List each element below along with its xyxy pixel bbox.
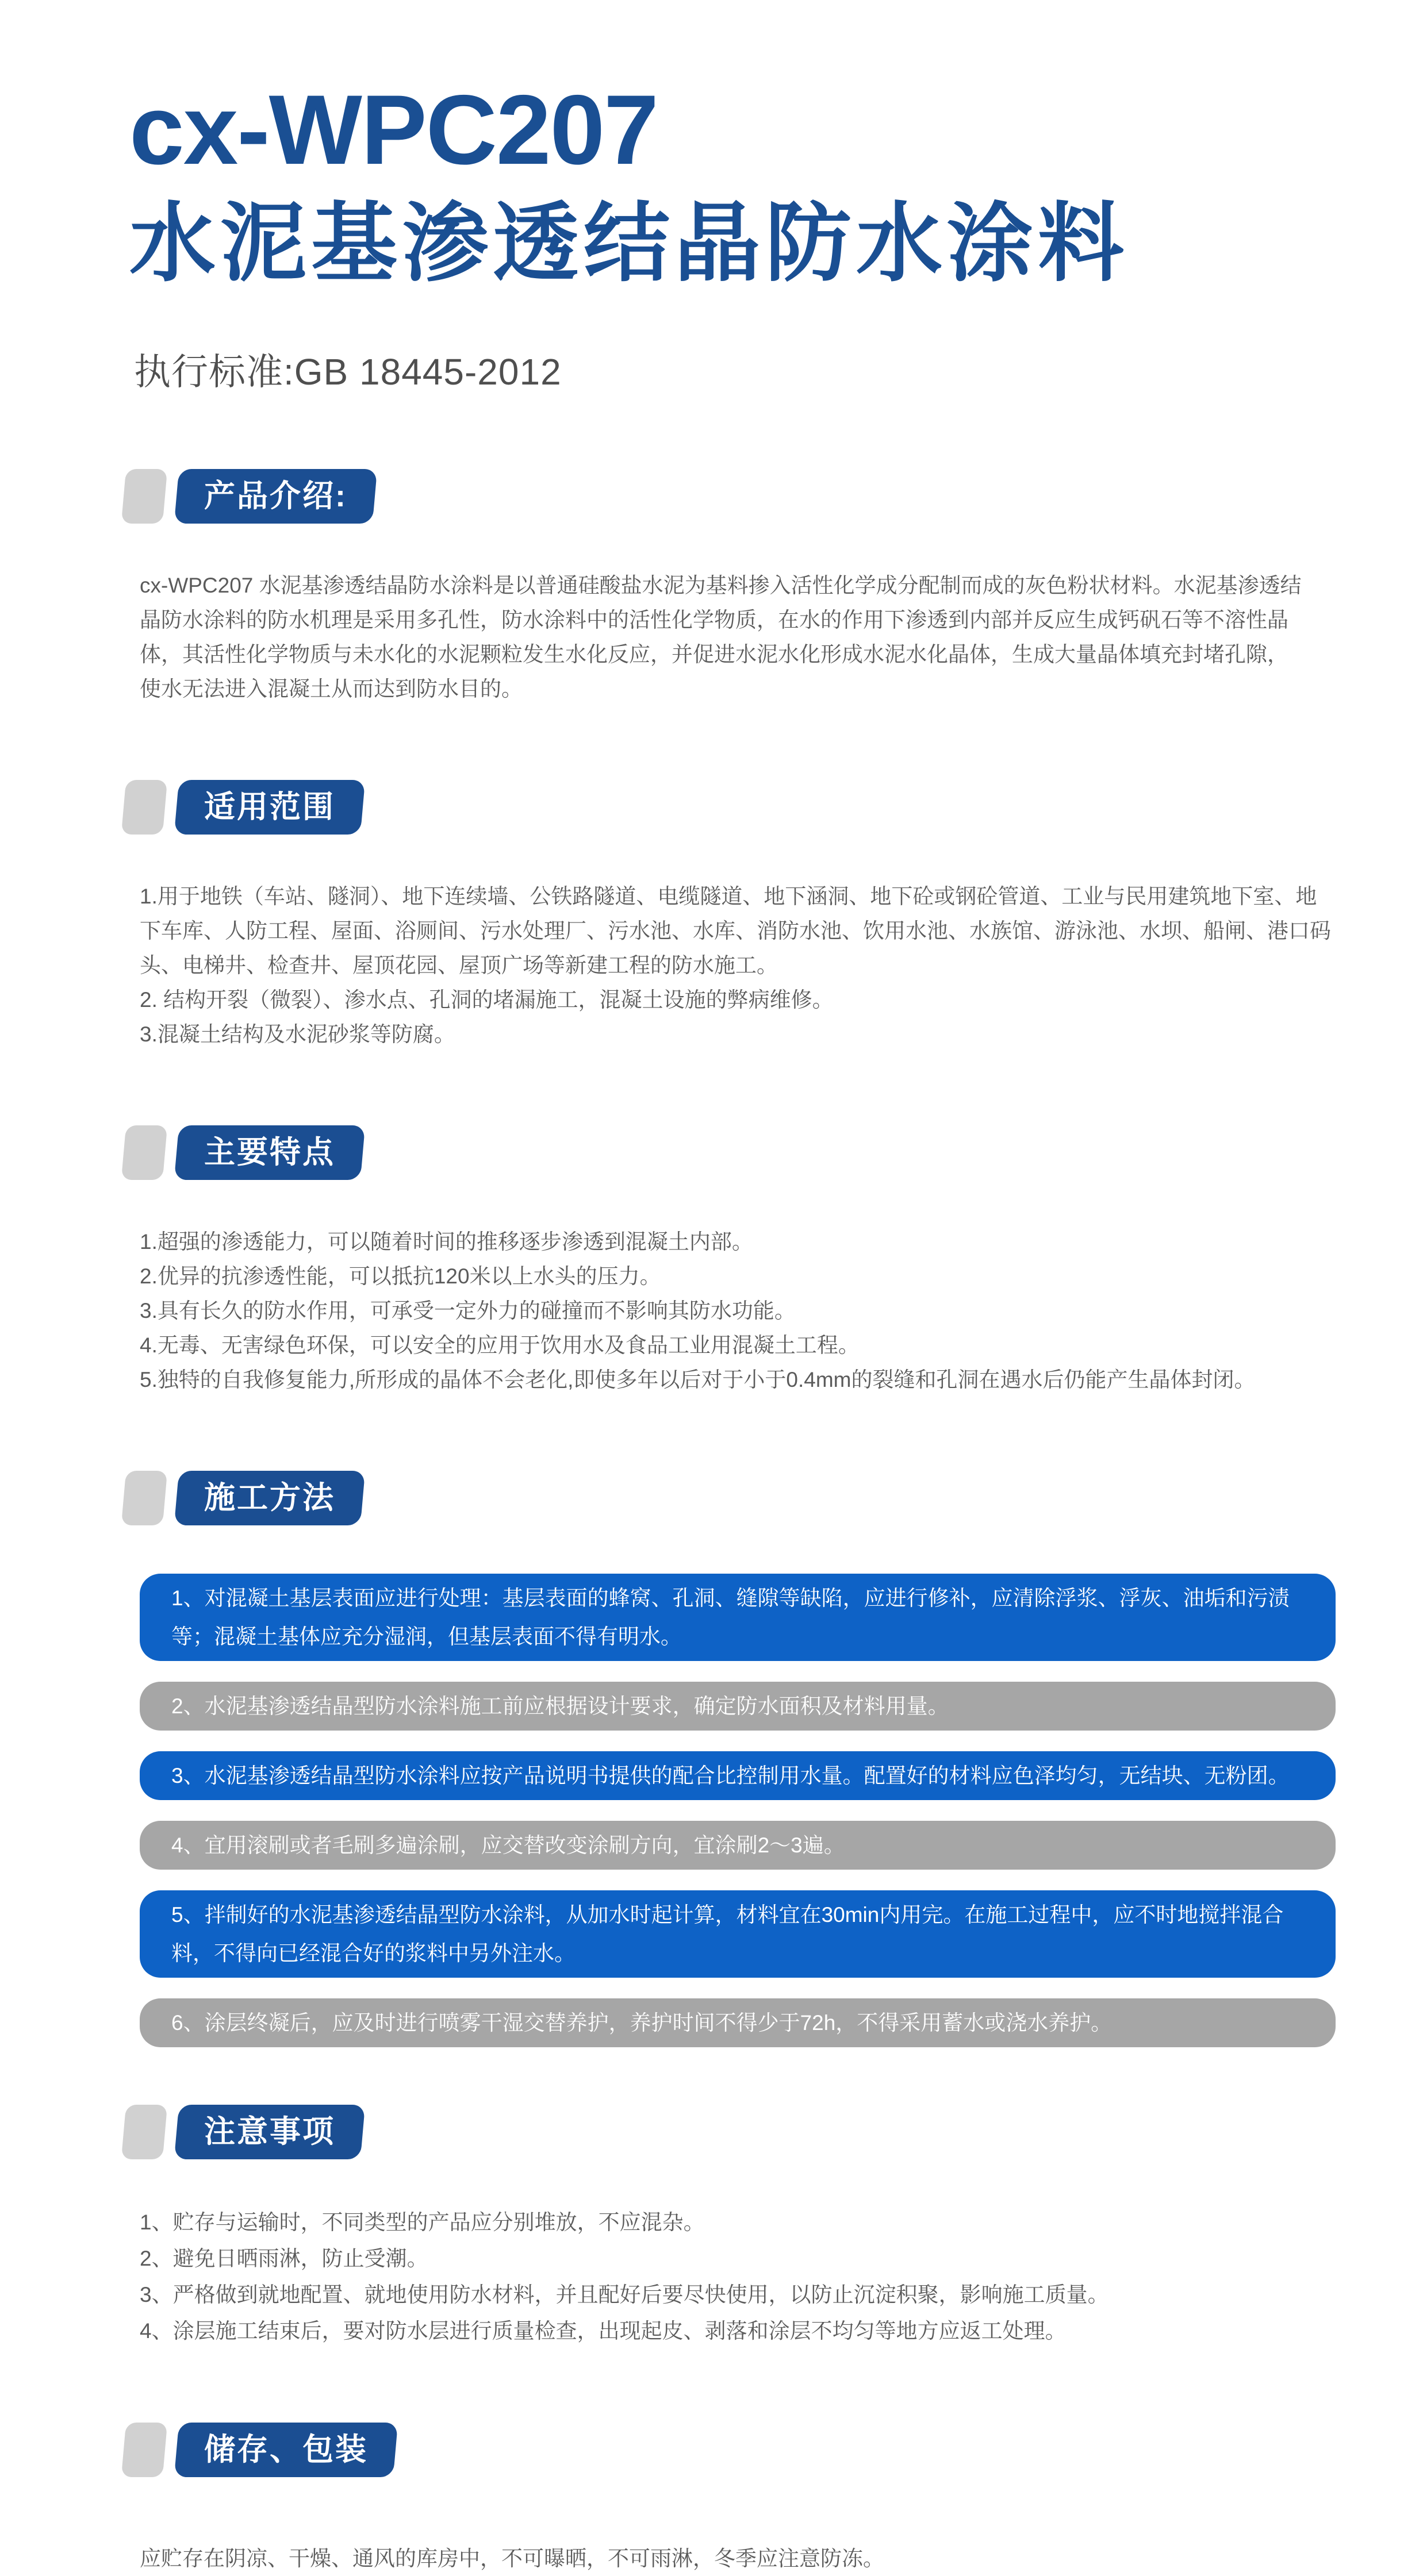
section-badge-intro-label: 产品介绍: <box>204 479 347 513</box>
scope-item-1: 1.用于地铁（车站、隧洞）、地下连续墙、公铁路隧道、电缆隧道、地下涵洞、地下砼或钢砼管道、工业与民用建筑地下室、地下车库、人防工程、屋面、浴厕间、污水处理厂、污水池、水库、消防水池、饮用水池、水族馆、游泳池、水坝、船闸、港口码头、电梯井、检查井、屋顶花园、屋顶广场等新建工程的防水施工。 <box>140 885 1331 977</box>
section-header-storage <box>124 2423 1329 2477</box>
section-header-notes <box>124 2105 1329 2159</box>
section-header-features <box>124 1125 1329 1180</box>
features-list <box>140 1225 1336 1397</box>
section-badge-notes <box>174 2105 365 2159</box>
feature-item-5: 5.独特的自我修复能力,所形成的晶体不会老化,即使多年以后对于小于0.4mm的裂缝和孔洞在遇水后仍能产生晶体封闭。 <box>140 1368 1256 1391</box>
method-step-6: 6、涂层终凝后，应及时进行喷雾干湿交替养护，养护时间不得少于72h，不得采用蓄水或浇水养护。 <box>140 1998 1336 2047</box>
note-item-3: 3、严格做到就地配置、就地使用防水材料，并且配好后要尽快使用，以防止沉淀积聚，影响施工质量。 <box>140 2283 1109 2306</box>
execution-standard: 执行标准:GB 18445-2012 <box>134 351 562 393</box>
method-step-5: 5、拌制好的水泥基渗透结晶型防水涂料，从加水时起计算，材料宜在30min内用完。在施工过程中，应不时地搅拌混合料，不得向已经混合好的浆料中另外注水。 <box>140 1890 1336 1978</box>
feature-item-4: 4.无毒、无害绿色环保，可以安全的应用于饮用水及食品工业用混凝土工程。 <box>140 1333 860 1357</box>
section-badge-features-label: 主要特点 <box>204 1135 335 1170</box>
gray-tile-decoration <box>121 780 167 835</box>
note-item-4: 4、涂层施工结束后，要对防水层进行质量检查，出现起皮、剥落和涂层不均匀等地方应返工处理。 <box>140 2319 1067 2343</box>
gray-tile-decoration <box>121 1471 167 1525</box>
section-header-method <box>124 1471 1329 1525</box>
section-badge-method <box>174 1471 365 1525</box>
gray-tile-decoration <box>121 1125 167 1180</box>
product-name-title: 水泥基渗透结晶防水涂料 <box>129 195 1129 291</box>
section-badge-intro <box>174 469 377 524</box>
method-step-2: 2、水泥基渗透结晶型防水涂料施工前应根据设计要求，确定防水面积及材料用量。 <box>140 1682 1336 1731</box>
gray-tile-decoration <box>121 2105 167 2159</box>
scope-item-2: 2. 结构开裂（微裂）、渗水点、孔洞的堵漏施工，混凝土设施的弊病维修。 <box>140 988 834 1012</box>
section-badge-scope-label: 适用范围 <box>204 790 335 824</box>
gray-tile-decoration <box>121 2423 167 2477</box>
product-model-title: cx-WPC207 <box>129 75 658 185</box>
method-steps <box>140 1574 1336 2047</box>
note-item-1: 1、贮存与运输时，不同类型的产品应分别堆放，不应混杂。 <box>140 2210 705 2234</box>
feature-item-2: 2.优异的抗渗透性能，可以抵抗120米以上水头的压力。 <box>140 1264 661 1288</box>
gray-tile-decoration <box>121 469 167 524</box>
intro-paragraph: cx-WPC207 水泥基渗透结晶防水涂料是以普通硅酸盐水泥为基料掺入活性化学成分配制而成的灰色粉状材料。水泥基渗透结晶防水涂料的防水机理是采用多孔性，防水涂料中的活性化学物质，在水的作用下渗透到内部并反应生成钙矾石等不溶性晶体，其活性化学物质与未水化的水泥颗粒发生水化反应，并促进水泥水化形成水泥水化晶体，生成大量晶体填充封堵孔隙，使水无法进入混凝土从而达到防水目的。 <box>140 574 1302 701</box>
section-header-intro <box>124 469 1329 524</box>
section-badge-method-label: 施工方法 <box>204 1481 335 1515</box>
note-item-2: 2、避免日晒雨淋，防止受潮。 <box>140 2247 428 2270</box>
storage-paragraph: 应贮存在阴凉、干燥、通风的库房中，不可曝晒，不可雨淋，冬季应注意防冻。 <box>140 2547 884 2570</box>
scope-item-3: 3.混凝土结构及水泥砂浆等防腐。 <box>140 1022 455 1046</box>
section-badge-scope <box>174 780 365 835</box>
method-step-3: 3、水泥基渗透结晶型防水涂料应按产品说明书提供的配合比控制用水量。配置好的材料应色泽均匀，无结块、无粉团。 <box>140 1751 1336 1800</box>
section-badge-notes-label: 注意事项 <box>204 2114 335 2149</box>
scope-list <box>140 879 1336 1052</box>
section-badge-storage-label: 储存、包装 <box>204 2432 368 2467</box>
section-badge-features <box>174 1125 365 1180</box>
feature-item-3: 3.具有长久的防水作用，可承受一定外力的碰撞而不影响其防水功能。 <box>140 1299 796 1322</box>
section-header-scope <box>124 780 1329 835</box>
notes-list <box>140 2204 1336 2349</box>
section-badge-storage <box>174 2423 398 2477</box>
feature-item-1: 1.超强的渗透能力，可以随着时间的推移逐步渗透到混凝土内部。 <box>140 1230 753 1254</box>
method-step-1: 1、对混凝土基层表面应进行处理：基层表面的蜂窝、孔洞、缝隙等缺陷，应进行修补，应清除浮浆、浮灰、油垢和污渍等；混凝土基体应充分湿润，但基层表面不得有明水。 <box>140 1574 1336 1661</box>
method-step-4: 4、宜用滚刷或者毛刷多遍涂刷，应交替改变涂刷方向，宜涂刷2～3遍。 <box>140 1821 1336 1870</box>
